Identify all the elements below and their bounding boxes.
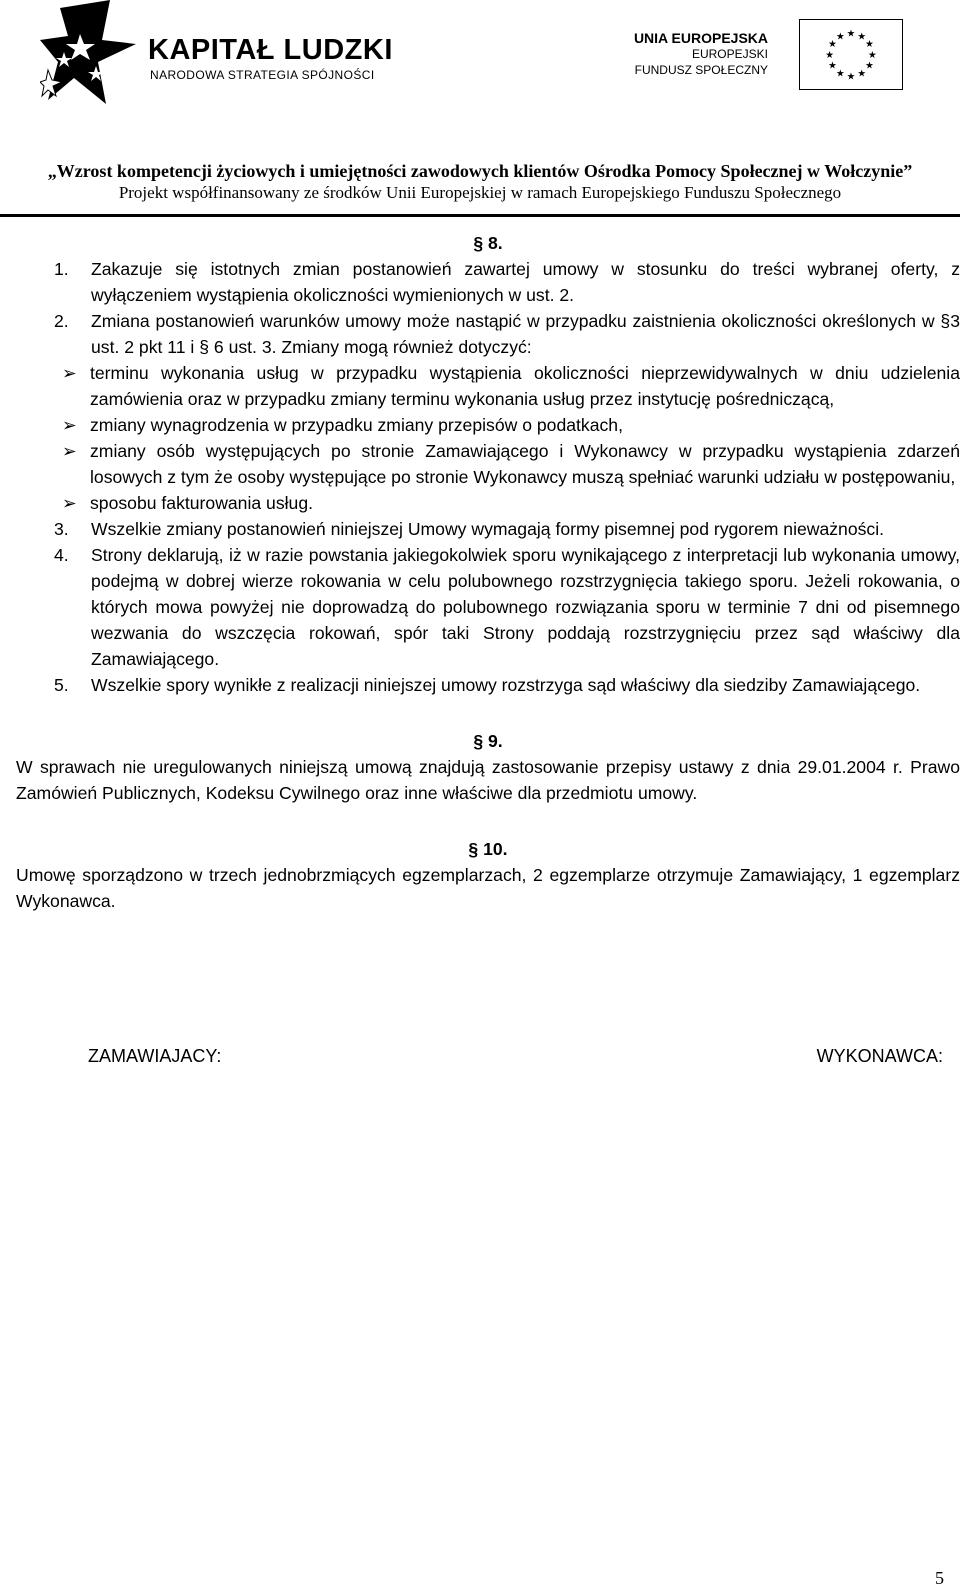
bullet-item bbox=[16, 412, 960, 438]
arrow-bullet-icon: ➢ bbox=[62, 363, 77, 383]
bullet-text: sposobu fakturowania usług. bbox=[90, 493, 313, 513]
eu-line-2: EUROPEJSKI bbox=[691, 47, 768, 61]
section-8-heading: § 8. bbox=[473, 233, 503, 253]
item-number: 3. bbox=[54, 519, 69, 539]
project-title: „Wzrost kompetencji życiowych i umiejętności zawodowych klientów Ośrodka Pomocy Społecznej w Wołczynie” bbox=[47, 161, 913, 181]
item-text: Strony deklarują, iż w razie powstania jakiegokolwiek sporu wynikającego z interpretacji lub wykonania umowy, podejmą w dobrej wierze rokowania w celu polubownego rozstrzygnięcia takiego sporu. Jeżeli rokowania, o których mowa powyżej nie doprowadzą do polubownego rozwiązania sporu w terminie 7 dni od pisemnego wezwania do wszczęcia rokowań, spór taki Strony poddają rozstrzygnięciu przez sąd właściwy dla Zamawiającego. bbox=[91, 545, 960, 669]
page-number: 5 bbox=[935, 1568, 944, 1588]
section-9-heading: § 9. bbox=[473, 731, 503, 751]
document-header bbox=[0, 0, 960, 220]
kapital-ludzki-logo bbox=[40, 0, 150, 112]
header-divider bbox=[0, 214, 960, 217]
bullet-text: terminu wykonania usług w przypadku wystąpienia okoliczności nieprzewidywalnych w dniu udzielenia zamówienia oraz w przypadku zmiany terminu wykonania usług przez instytucję pośredniczącą, bbox=[90, 363, 960, 409]
kapital-ludzki-title: KAPITAŁ LUDZKI bbox=[148, 34, 393, 66]
svg-text:★: ★ bbox=[828, 60, 837, 72]
kapital-ludzki-subtitle: NARODOWA STRATEGIA SPÓJNOŚCI bbox=[150, 68, 375, 82]
item-text: Zakazuje się istotnych zmian postanowień zawartej umowy w stosunku do treści wybranej oferty, z wyłączeniem wystąpienia okoliczności wymienionych w ust. 2. bbox=[91, 259, 960, 305]
signature-ordering-party: ZAMAWIAJACY: bbox=[88, 1046, 222, 1066]
list-item bbox=[16, 256, 960, 308]
item-number: 5. bbox=[54, 675, 69, 695]
arrow-bullet-icon: ➢ bbox=[62, 493, 77, 513]
svg-text:★: ★ bbox=[828, 39, 837, 51]
bullet-list bbox=[16, 360, 960, 516]
svg-text:★: ★ bbox=[857, 31, 867, 43]
bullet-item bbox=[16, 438, 960, 490]
eu-logo-text bbox=[634, 30, 768, 78]
svg-text:★: ★ bbox=[857, 68, 867, 80]
signature-contractor: WYKONAWCA: bbox=[816, 1046, 943, 1066]
bullet-item bbox=[16, 360, 960, 412]
project-subtitle: Projekt współfinansowany ze środków Unii Europejskiej w ramach Europejskiego Funduszu Społecznego bbox=[118, 183, 842, 202]
eu-line-1: UNIA EUROPEJSKA bbox=[633, 30, 768, 46]
list-item bbox=[16, 542, 960, 672]
document-body bbox=[16, 230, 960, 914]
svg-text:★: ★ bbox=[846, 71, 856, 83]
signature-block bbox=[88, 1046, 943, 1067]
svg-text:★: ★ bbox=[825, 49, 834, 61]
arrow-bullet-icon: ➢ bbox=[62, 415, 77, 435]
list-item bbox=[16, 672, 960, 698]
eu-line-3: FUNDUSZ SPOŁECZNY bbox=[634, 63, 768, 77]
item-text: Wszelkie zmiany postanowień niniejszej Umowy wymagają formy pisemnej pod rygorem nieważności. bbox=[91, 519, 885, 539]
item-text: Wszelkie spory wynikłe z realizacji niniejszej umowy rozstrzyga sąd właściwy dla siedziby Zamawiającego. bbox=[91, 675, 921, 695]
svg-text:★: ★ bbox=[865, 39, 874, 51]
svg-text:★: ★ bbox=[835, 68, 845, 80]
bullet-item bbox=[16, 490, 960, 516]
section-9-text: W sprawach nie uregulowanych niniejszą umową znajdują zastosowanie przepisy ustawy z dnia 29.01.2004 r. Prawo Zamówień Publicznych, Kodeksu Cywilnego oraz inne właściwe dla przedmiotu umowy. bbox=[16, 757, 960, 803]
item-text: Zmiana postanowień warunków umowy może nastąpić w przypadku zaistnienia okoliczności określonych w §3 ust. 2 pkt 11 i § 6 ust. 3. Zmiany mogą również dotyczyć: bbox=[91, 311, 960, 357]
arrow-bullet-icon: ➢ bbox=[62, 441, 77, 461]
bullet-text: zmiany wynagrodzenia w przypadku zmiany przepisów o podatkach, bbox=[90, 415, 623, 435]
svg-text:★: ★ bbox=[835, 31, 845, 43]
bullet-text: zmiany osób występujących po stronie Zamawiającego i Wykonawcy w przypadku wystąpienia zdarzeń losowych z tym że osoby występujące po stronie Wykonawcy muszą spełniać warunki udziału w postępowaniu, bbox=[90, 441, 960, 487]
section-10-heading: § 10. bbox=[468, 839, 508, 859]
item-number: 1. bbox=[54, 259, 69, 279]
list-item bbox=[16, 308, 960, 360]
eu-flag-icon bbox=[799, 19, 903, 90]
svg-text:★: ★ bbox=[868, 49, 877, 61]
item-number: 2. bbox=[54, 311, 69, 331]
list-item bbox=[16, 516, 960, 542]
section-10-text: Umowę sporządzono w trzech jednobrzmiących egzemplarzach, 2 egzemplarze otrzymuje Zamawiający, 1 egzemplarz Wykonawca. bbox=[16, 865, 960, 911]
svg-text:★: ★ bbox=[846, 28, 856, 40]
item-number: 4. bbox=[54, 545, 69, 565]
svg-text:★: ★ bbox=[865, 60, 874, 72]
